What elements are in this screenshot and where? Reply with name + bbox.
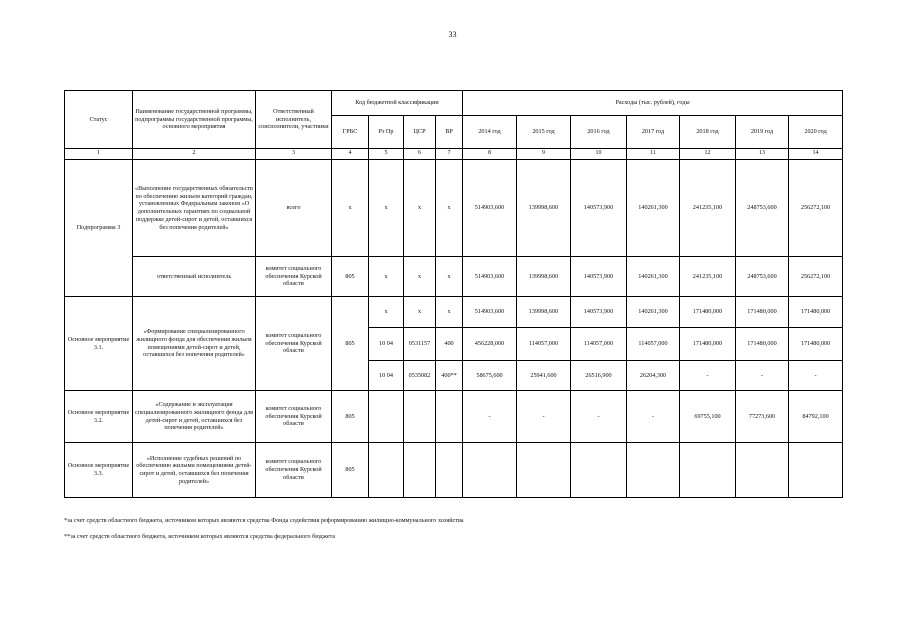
cell-value: 139998,600: [517, 160, 571, 257]
column-number: 8: [463, 149, 517, 160]
header-csr: ЦСР: [404, 116, 436, 149]
cell-value: 84792,100: [789, 391, 843, 443]
column-number: 7: [436, 149, 463, 160]
column-number: 1: [65, 149, 133, 160]
header-vr: ВР: [436, 116, 463, 149]
header-year: 2019 год: [736, 116, 789, 149]
cell-vr: x: [436, 160, 463, 257]
row-name: «Исполнение судебных решений по обеспечению жилыми помещениями детей-сирот и детей, оставшихся без попечения родителей»: [133, 443, 256, 498]
cell-vr: [436, 391, 463, 443]
cell-value: 256272,100: [789, 257, 843, 297]
row-name: «Формирование специализированного жилищного фонда для обеспечения жильем помещениями детей-сирот и детей, оставшихся без попечения родителей»: [133, 297, 256, 391]
cell-value: [463, 443, 517, 498]
cell-value: 26204,300: [627, 361, 680, 391]
cell-value: 171480,000: [680, 328, 736, 361]
cell-value: 69755,100: [680, 391, 736, 443]
cell-rzpr: [369, 443, 404, 498]
cell-value: 140261,300: [627, 257, 680, 297]
cell-csr: [404, 391, 436, 443]
column-number: 14: [789, 149, 843, 160]
cell-vr: [436, 443, 463, 498]
cell-value: 139998,600: [517, 297, 571, 328]
header-year: 2020 год: [789, 116, 843, 149]
cell-value: [627, 443, 680, 498]
cell-value: 114057,000: [517, 328, 571, 361]
cell-value: 140573,900: [571, 160, 627, 257]
cell-csr: 0531157: [404, 328, 436, 361]
cell-value: -: [789, 361, 843, 391]
cell-value: -: [627, 391, 680, 443]
cell-value: 171480,000: [736, 328, 789, 361]
header-status: Статус: [65, 91, 133, 149]
column-number: 9: [517, 149, 571, 160]
cell-rzpr: x: [369, 160, 404, 257]
cell-value: 140573,900: [571, 257, 627, 297]
row-responsible: комитет социального обеспечения Курской области: [256, 391, 332, 443]
cell-vr: 400: [436, 328, 463, 361]
header-budget-code: Код бюджетной классификации: [332, 91, 463, 116]
cell-value: 171480,000: [789, 328, 843, 361]
cell-grbs: 805: [332, 257, 369, 297]
cell-grbs: 805: [332, 443, 369, 498]
cell-rzpr: x: [369, 257, 404, 297]
cell-value: 171480,000: [736, 297, 789, 328]
cell-value: -: [463, 391, 517, 443]
cell-value: [571, 443, 627, 498]
row-responsible-role: ответственный исполнитель: [133, 257, 256, 297]
cell-vr: x: [436, 297, 463, 328]
cell-value: 77273,600: [736, 391, 789, 443]
footnote-1: *за счет средств областного бюджета, источником которых являются средства Фонда содействия реформированию жилищно-коммунального хозяйства: [64, 517, 464, 524]
footnote-2: **за счет средств областного бюджета, источником которых являются средства федерального бюджета: [64, 533, 336, 540]
header-year: 2018 год: [680, 116, 736, 149]
cell-value: 241235,100: [680, 160, 736, 257]
header-year: 2016 год: [571, 116, 627, 149]
header-year: 2015 год: [517, 116, 571, 149]
cell-value: 241235,100: [680, 257, 736, 297]
cell-value: 514903,600: [463, 257, 517, 297]
cell-grbs: 805: [332, 391, 369, 443]
cell-grbs: 805: [332, 297, 369, 391]
cell-rzpr: [369, 391, 404, 443]
header-year: 2014 год: [463, 116, 517, 149]
cell-value: 140573,900: [571, 297, 627, 328]
header-name: Наименование государственной программы, подпрограммы государственной программы, основного мероприятия: [133, 91, 256, 149]
cell-value: 248753,600: [736, 257, 789, 297]
row-status: Подпрограмма 3: [65, 160, 133, 297]
row-name: «Содержание и эксплуатация специализированного жилищного фонда для детей-сирот и детей, оставшихся без попечения родителей»: [133, 391, 256, 443]
cell-value: 114057,000: [627, 328, 680, 361]
cell-csr: [404, 443, 436, 498]
cell-csr: x: [404, 160, 436, 257]
cell-value: 256272,100: [789, 160, 843, 257]
cell-value: 25941,600: [517, 361, 571, 391]
cell-value: -: [736, 361, 789, 391]
cell-csr: x: [404, 297, 436, 328]
header-expenses: Расходы (тыс. рублей), годы: [463, 91, 843, 116]
cell-csr: x: [404, 257, 436, 297]
header-rzpr: Рз Пр: [369, 116, 404, 149]
column-number: 5: [369, 149, 404, 160]
row-responsible: всего: [256, 160, 332, 257]
cell-value: 248753,600: [736, 160, 789, 257]
cell-value: 114057,000: [571, 328, 627, 361]
cell-value: 514903,600: [463, 160, 517, 257]
row-status: Основное мероприятие 3.2.: [65, 391, 133, 443]
cell-value: 171480,000: [789, 297, 843, 328]
cell-csr: 0535082: [404, 361, 436, 391]
budget-table: [64, 90, 843, 498]
cell-value: 139998,600: [517, 257, 571, 297]
cell-value: 26516,900: [571, 361, 627, 391]
row-status: Основное мероприятие 3.1.: [65, 297, 133, 391]
cell-value: 140261,300: [627, 297, 680, 328]
column-number: 2: [133, 149, 256, 160]
row-status: Основное мероприятие 3.3.: [65, 443, 133, 498]
page-number: 33: [448, 30, 457, 39]
cell-value: -: [517, 391, 571, 443]
cell-grbs: x: [332, 160, 369, 257]
column-number: 10: [571, 149, 627, 160]
cell-rzpr: 10 04: [369, 361, 404, 391]
cell-value: [736, 443, 789, 498]
header-year: 2017 год: [627, 116, 680, 149]
column-number: 3: [256, 149, 332, 160]
row-responsible: комитет социального обеспечения Курской области: [256, 297, 332, 391]
column-number: 12: [680, 149, 736, 160]
cell-rzpr: 10 04: [369, 328, 404, 361]
row-responsible: комитет социального обеспечения Курской области: [256, 443, 332, 498]
column-number: 11: [627, 149, 680, 160]
header-responsible: Ответственный исполнитель, соисполнители, участники: [256, 91, 332, 149]
header-grbs: ГРБС: [332, 116, 369, 149]
column-number: 6: [404, 149, 436, 160]
cell-value: 171480,000: [680, 297, 736, 328]
cell-value: [680, 443, 736, 498]
cell-vr: 400**: [436, 361, 463, 391]
cell-value: 140261,300: [627, 160, 680, 257]
cell-vr: x: [436, 257, 463, 297]
cell-rzpr: x: [369, 297, 404, 328]
cell-value: 456228,000: [463, 328, 517, 361]
column-number: 13: [736, 149, 789, 160]
row-responsible: комитет социального обеспечения Курской области: [256, 257, 332, 297]
cell-value: [789, 443, 843, 498]
cell-value: 514903,600: [463, 297, 517, 328]
cell-value: -: [571, 391, 627, 443]
cell-value: 58675,600: [463, 361, 517, 391]
cell-value: [517, 443, 571, 498]
column-number: 4: [332, 149, 369, 160]
row-name: «Выполнение государственных обязательств по обеспечению жильем категорий граждан, установленных Федеральным законом «О дополнительных гарантиях по социальной поддержке детей-сирот и детей, оставшихся без попечения родителей»: [133, 160, 256, 257]
cell-value: -: [680, 361, 736, 391]
